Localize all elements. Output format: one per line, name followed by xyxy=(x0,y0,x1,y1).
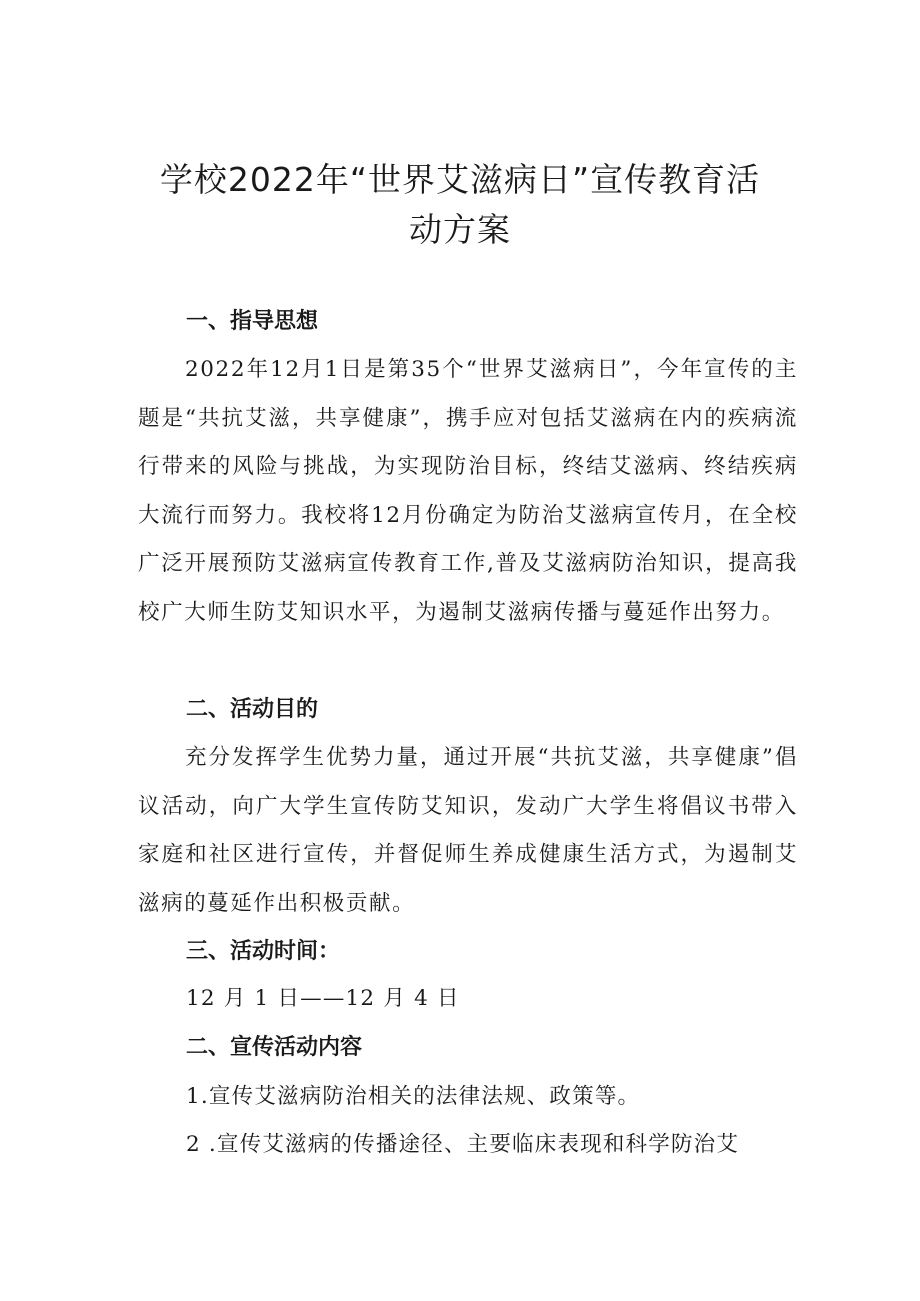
section-heading-activity-time: 三、活动时间： xyxy=(186,939,341,964)
list-item: 2 .宣传艾滋病的传播途径、主要临床表现和科学防治艾 xyxy=(186,1132,740,1157)
document-title-line-1: 学校2022年“世界艾滋病日”宣传教育活 xyxy=(159,160,761,199)
section-heading-activity-content: 二、宣传活动内容 xyxy=(186,1035,363,1060)
section-body-activity-time: 12 月 1 日——12 月 4 日 xyxy=(186,986,460,1011)
section-heading-activity-purpose: 二、活动目的 xyxy=(186,697,319,722)
document-title-line-2: 动方案 xyxy=(409,210,511,249)
section-heading-guiding-ideology: 一、指导思想 xyxy=(186,309,319,334)
section-body-activity-purpose: 充分发挥学生优势力量，通过开展“共抗艾滋，共享健康”倡议活动，向广大学生宣传防艾知识，发动广大学生将倡议书带入家庭和社区进行宣传，并督促师生养成健康生活方式，为遏制艾滋病的蔓延作出积极贡献。 xyxy=(138,745,798,916)
list-item: 1.宣传艾滋病防治相关的法律法规、政策等。 xyxy=(186,1084,641,1109)
section-body-guiding-ideology: 2022年12月1日是第35个“世界艾滋病日”，今年宣传的主题是“共抗艾滋，共享健康”，携手应对包括艾滋病在内的疾病流行带来的风险与挑战，为实现防治目标，终结艾滋病、终结疾病大流行而努力。我校将12月份确定为防治艾滋病宣传月，在全校广泛开展预防艾滋病宣传教育工作,普及艾滋病防治知识，提高我校广大师生防艾知识水平，为遏制艾滋病传播与蔓延作出努力。 xyxy=(138,357,798,625)
